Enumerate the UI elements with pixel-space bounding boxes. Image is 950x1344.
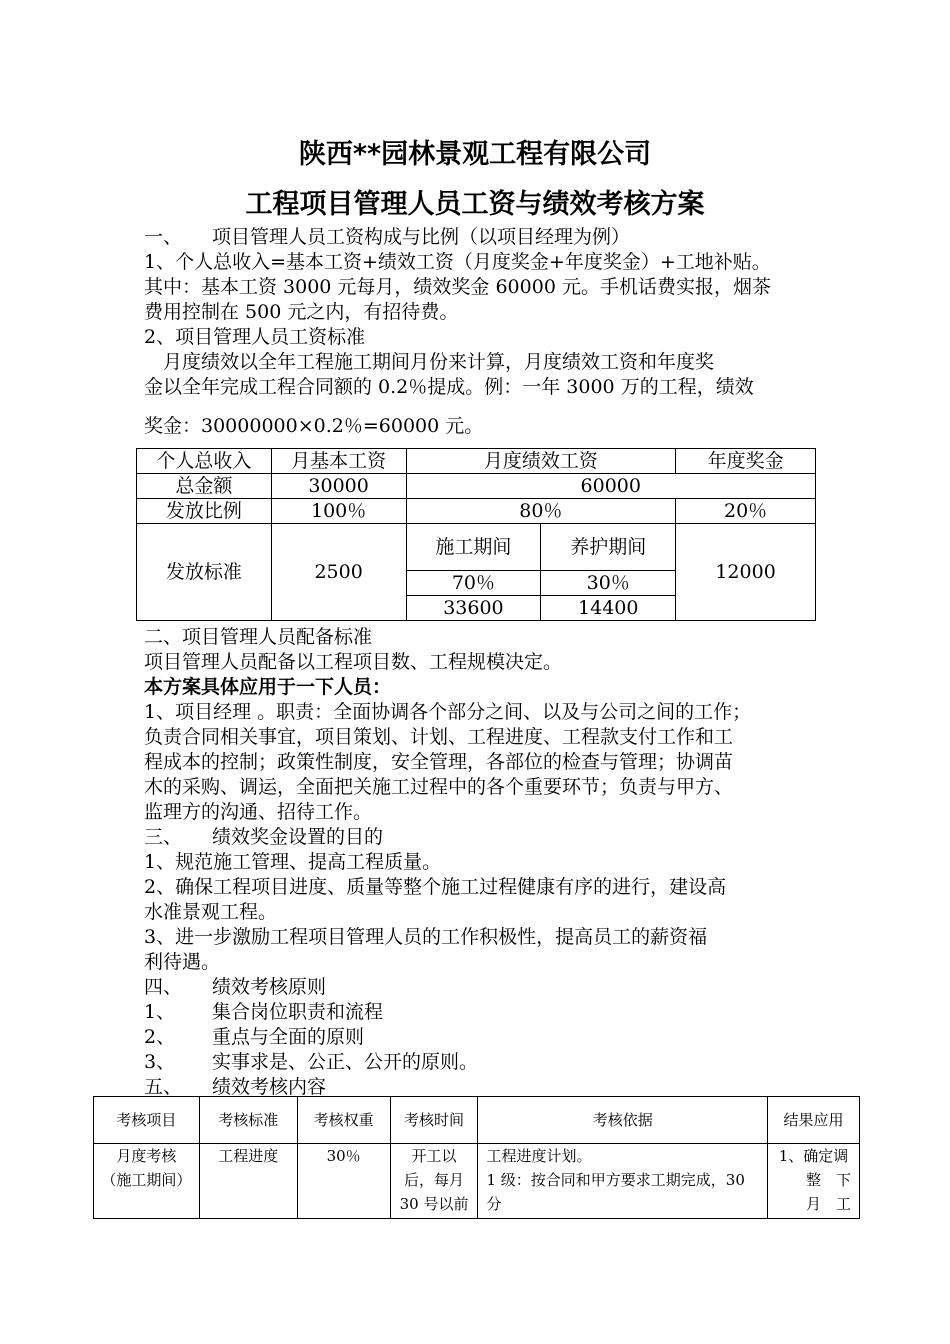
table-cell: 33600 bbox=[406, 596, 541, 621]
table-cell: 2500 bbox=[271, 524, 406, 621]
table-header-cell: 月度绩效工资 bbox=[406, 449, 676, 474]
table-cell: 80％ bbox=[406, 499, 676, 524]
section-3-heading: 三、 绩效奖金设置的目的 bbox=[144, 826, 384, 848]
paragraph: 金以全年完成工程合同额的 0.2％提成。例：一年 3000 万的工程，绩效 bbox=[144, 376, 754, 398]
paragraph: 1、项目经理 。职责：全面协调各个部分之间、以及与公司之间的工作； bbox=[144, 701, 752, 723]
table-header-cell: 年度奖金 bbox=[676, 449, 816, 474]
table-header-cell: 考核权重 bbox=[297, 1097, 390, 1144]
paragraph: 监理方的沟通、招待工作。 bbox=[144, 801, 373, 823]
paragraph: 3、进一步激励工程项目管理人员的工作积极性，提高员工的薪资福 bbox=[144, 926, 708, 948]
subheading: 2、项目管理人员工资标准 bbox=[144, 326, 366, 348]
paragraph: 其中：基本工资 3000 元每月，绩效奖金 60000 元。手机话费实报，烟茶 bbox=[144, 276, 771, 298]
plan-title: 工程项目管理人员工资与绩效考核方案 bbox=[245, 189, 705, 220]
table-cell: 养护期间 bbox=[541, 524, 676, 571]
section-4-heading: 四、 绩效考核原则 bbox=[144, 976, 327, 998]
table-cell: 30％ bbox=[541, 571, 676, 596]
table-header-cell: 月基本工资 bbox=[271, 449, 406, 474]
table-header-cell: 考核标准 bbox=[199, 1097, 297, 1144]
table-cell: 60000 bbox=[406, 474, 815, 499]
paragraph: 月度绩效以全年工程施工期间月份来计算，月度绩效工资和年度奖 bbox=[144, 351, 715, 373]
table-cell: 1、确定调 整 下 月 工 bbox=[768, 1144, 860, 1219]
table-cell: 12000 bbox=[676, 524, 816, 621]
paragraph: 项目管理人员配备以工程项目数、工程规模决定。 bbox=[144, 651, 563, 673]
table-cell: 发放比例 bbox=[137, 499, 272, 524]
table-header-cell: 考核项目 bbox=[94, 1097, 200, 1144]
list-item: 2、 重点与全面的原则 bbox=[144, 1026, 365, 1048]
table-cell: 发放标准 bbox=[137, 524, 272, 621]
paragraph: 费用控制在 500 元之内，有招待费。 bbox=[144, 301, 459, 323]
table-header-cell: 结果应用 bbox=[768, 1097, 860, 1144]
paragraph: 利待遇。 bbox=[144, 951, 221, 973]
salary-table bbox=[136, 448, 816, 621]
table-header-cell: 考核时间 bbox=[390, 1097, 478, 1144]
company-title: 陕西**园林景观工程有限公司 bbox=[298, 139, 652, 170]
section-2-heading: 二、项目管理人员配备标准 bbox=[144, 626, 373, 648]
list-item: 3、 实事求是、公正、公开的原则。 bbox=[144, 1051, 479, 1073]
table-cell: 工程进度 bbox=[199, 1144, 297, 1219]
table-cell: 施工期间 bbox=[406, 524, 541, 571]
table-header-cell: 个人总收入 bbox=[137, 449, 272, 474]
list-item: 1、 集合岗位职责和流程 bbox=[144, 1001, 384, 1023]
paragraph: 程成本的控制；政策性制度，安全管理，各部位的检查与管理；协调苗 bbox=[144, 751, 734, 773]
table-cell: 14400 bbox=[541, 596, 676, 621]
table-cell: 30％ bbox=[297, 1144, 390, 1219]
paragraph: 奖金：30000000×0.2％=60000 元。 bbox=[144, 415, 484, 437]
table-header-cell: 考核依据 bbox=[478, 1097, 768, 1144]
paragraph: 2、确保工程项目进度、质量等整个施工过程健康有序的进行，建设高 bbox=[144, 876, 727, 898]
paragraph: 1、个人总收入=基本工资+绩效工资（月度奖金+年度奖金）+工地补贴。 bbox=[144, 251, 771, 273]
paragraph: 1、规范施工管理、提高工程质量。 bbox=[144, 851, 442, 873]
paragraph: 负责合同相关事宜，项目策划、计划、工程进度、工程款支付工作和工 bbox=[144, 726, 734, 748]
section-5-heading: 五、 绩效考核内容 bbox=[144, 1076, 327, 1098]
table-cell: 工程进度计划。 1 级：按合同和甲方要求工期完成，30 分 bbox=[478, 1144, 768, 1219]
table-cell: 30000 bbox=[271, 474, 406, 499]
table-cell: 20％ bbox=[676, 499, 816, 524]
table-cell: 100％ bbox=[271, 499, 406, 524]
bold-paragraph: 本方案具体应用于一下人员： bbox=[144, 676, 392, 698]
table-cell: 70％ bbox=[406, 571, 541, 596]
table-cell: 开工以 后，每月 30 号以前 bbox=[390, 1144, 478, 1219]
section-1-heading: 一、 项目管理人员工资构成与比例（以项目经理为例） bbox=[144, 226, 631, 248]
paragraph: 木的采购、调运，全面把关施工过程中的各个重要环节；负责与甲方、 bbox=[144, 776, 734, 798]
table-cell: 总金额 bbox=[137, 474, 272, 499]
assessment-table bbox=[93, 1096, 860, 1219]
paragraph: 水准景观工程。 bbox=[144, 901, 278, 923]
table-cell: 月度考核 （施工期间） bbox=[94, 1144, 200, 1219]
